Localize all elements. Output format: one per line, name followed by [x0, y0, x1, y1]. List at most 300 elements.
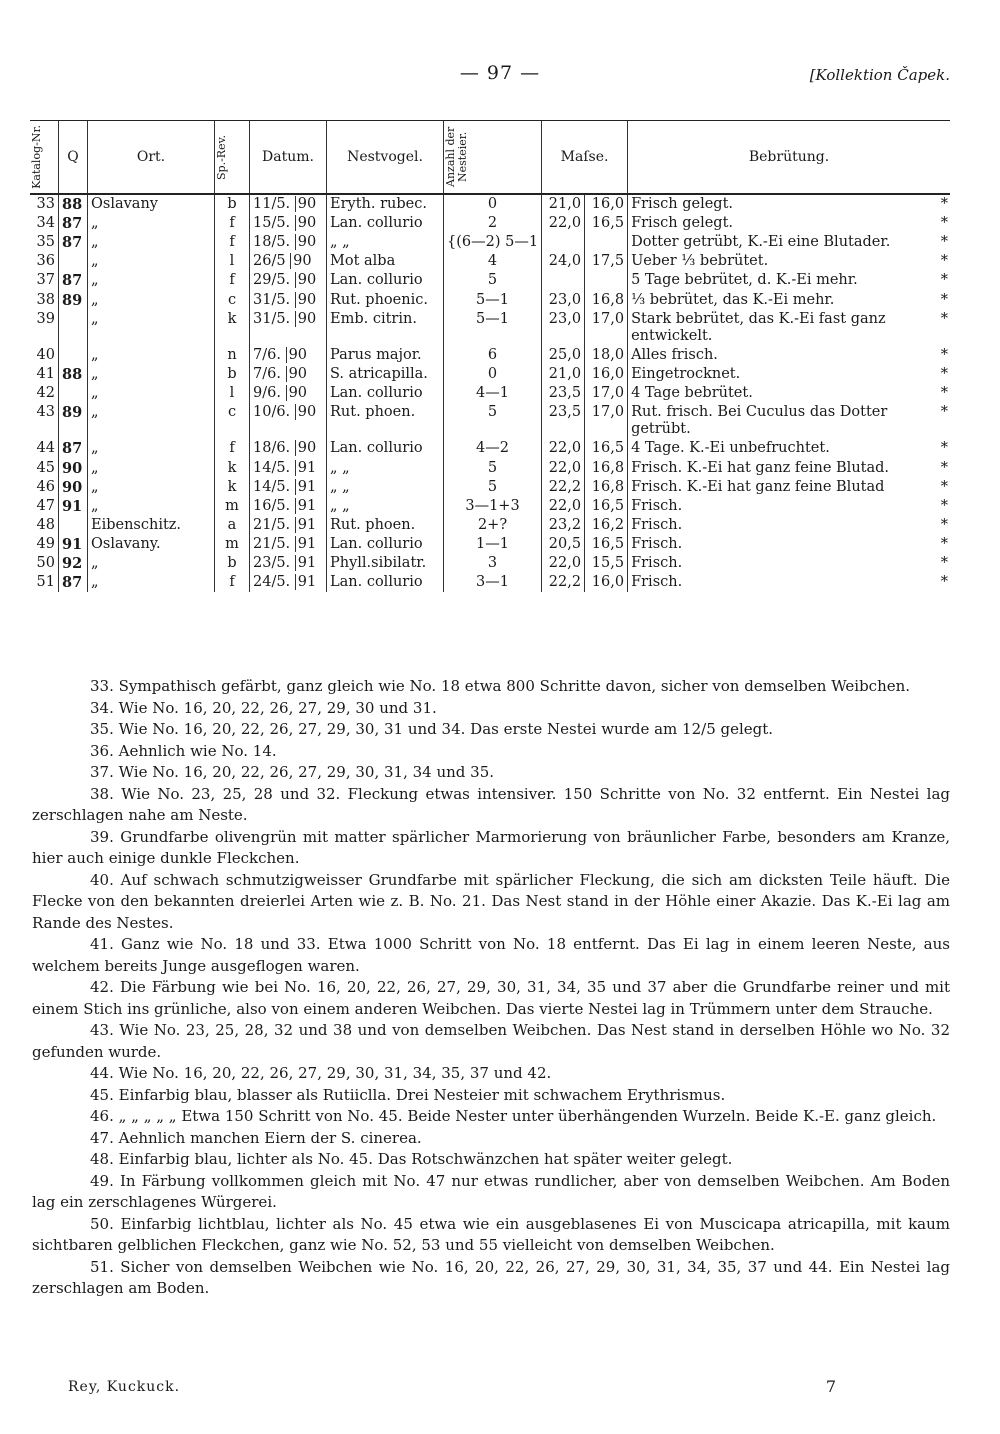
q-nr-text: 87 [62, 272, 83, 290]
katalog-nr-text: 46 [36, 478, 55, 495]
cell-ort [88, 516, 215, 535]
anzahl-text: 4—2 [476, 440, 509, 457]
table-row [30, 403, 950, 439]
cell-datum-jahr: 90 [295, 272, 316, 288]
cell-bebruetung [628, 516, 950, 535]
q-nr-text: 87 [62, 574, 83, 592]
q-nr-text: 90 [62, 478, 83, 496]
mass-laenge-text: 21,0 [548, 365, 582, 382]
nestvogel-text: „ „ [330, 497, 350, 514]
cell-sp-rev [215, 403, 250, 439]
q-nr-text: 88 [62, 365, 83, 383]
mass-breite-text: 16,0 [591, 365, 625, 382]
cell-anzahl [444, 403, 542, 439]
cell-ort [88, 554, 215, 573]
cell-katalog-nr [30, 252, 59, 271]
cell-sp-rev [215, 271, 250, 290]
col-sp-rev: Sp.-Rev. [215, 121, 250, 195]
mass-breite-text: 15,5 [591, 555, 625, 572]
sp-rev-text: k [227, 478, 237, 495]
cell-nestvogel [327, 478, 444, 497]
cell-katalog-nr [30, 194, 59, 214]
bebruetung-text: Frisch. [631, 555, 683, 572]
cell-datum-tag: 31/5. [253, 291, 291, 308]
cell-sp-rev [215, 233, 250, 252]
nestvogel-text: Lan. collurio [330, 385, 423, 402]
cell-katalog-nr [30, 346, 59, 365]
cell-mass-breite [585, 214, 628, 233]
cell-datum [250, 271, 327, 290]
cell-datum-jahr: 90 [295, 215, 316, 231]
running-title: [Kollektion Čapek. [809, 66, 950, 84]
cell-datum-tag: 7/6. [253, 346, 281, 363]
cell-ort [88, 365, 215, 384]
ort-text: „ [91, 404, 99, 421]
cell-datum [250, 233, 327, 252]
cell-q-nr [59, 291, 88, 310]
cell-bebruetung [628, 459, 950, 478]
sp-rev-text: l [229, 253, 235, 270]
nestvogel-text: „ „ [330, 459, 350, 476]
bebruetung-text: Dotter getrübt, K.-Ei eine Blutader. [631, 234, 891, 251]
cell-datum [250, 291, 327, 310]
katalog-nr-text: 37 [36, 272, 55, 289]
cell-q-nr [59, 573, 88, 592]
bebruetung-text: Rut. frisch. Bei Cuculus das Dotter getrübt. [631, 404, 888, 438]
cell-mass-laenge [542, 554, 585, 573]
cell-datum [250, 194, 327, 214]
note-paragraph: 46. „ „ „ „ „ Etwa 150 Schritt von No. 45. Beide Nester unter überhängenden Wurzeln. Beide K.-E. ganz gleich. [90, 1107, 937, 1125]
ort-text: „ [91, 459, 99, 476]
table-row [30, 271, 950, 290]
table-body [30, 194, 950, 592]
cell-mass-laenge [542, 439, 585, 458]
asterisk-mark: * [940, 253, 948, 270]
anzahl-text: 5 [487, 404, 498, 421]
katalog-nr-text: 44 [36, 440, 55, 457]
mass-laenge-text: 20,5 [548, 535, 582, 552]
anzahl-text: 3—1+3 [465, 497, 520, 514]
nestvogel-text: Rut. phoenic. [330, 291, 428, 308]
cell-katalog-nr [30, 291, 59, 310]
mass-laenge-text: 22,0 [548, 497, 582, 514]
cell-ort [88, 214, 215, 233]
table-row [30, 478, 950, 497]
sp-rev-text: k [227, 310, 237, 327]
cell-bebruetung [628, 310, 950, 346]
mass-breite-text: 16,8 [591, 291, 625, 308]
cell-anzahl [444, 194, 542, 214]
cell-nestvogel [327, 459, 444, 478]
ort-text: „ [91, 574, 99, 591]
anzahl-text: 0 [487, 365, 498, 382]
cell-bebruetung [628, 439, 950, 458]
sp-rev-text: c [227, 404, 237, 421]
asterisk-mark: * [940, 234, 948, 251]
cell-sp-rev [215, 439, 250, 458]
cell-ort [88, 439, 215, 458]
asterisk-mark: * [940, 440, 948, 457]
cell-mass-breite [585, 403, 628, 439]
cell-datum [250, 365, 327, 384]
table-row [30, 554, 950, 573]
cell-nestvogel [327, 271, 444, 290]
cell-q-nr [59, 194, 88, 214]
cell-nestvogel [327, 439, 444, 458]
bebruetung-text: Frisch. [631, 535, 683, 552]
nestvogel-text: Rut. phoen. [330, 404, 416, 421]
footer-author: Rey, Kuckuck. [68, 1379, 181, 1395]
mass-breite-text: 17,5 [591, 253, 625, 270]
cell-mass-breite [585, 573, 628, 592]
anzahl-text: 5—1 [476, 291, 509, 308]
ort-text: Eibenschitz. [91, 516, 182, 533]
cell-datum-jahr: 90 [290, 253, 311, 269]
cell-katalog-nr [30, 516, 59, 535]
cell-nestvogel [327, 535, 444, 554]
katalog-nr-text: 45 [36, 459, 55, 476]
cell-mass-breite [585, 291, 628, 310]
cell-mass-laenge [542, 403, 585, 439]
cell-sp-rev [215, 573, 250, 592]
mass-laenge-text: 22,0 [548, 459, 582, 476]
col-katalog: Katalog-Nr. [30, 121, 59, 195]
sp-rev-text: f [229, 215, 235, 232]
cell-katalog-nr [30, 214, 59, 233]
cell-mass-laenge [542, 516, 585, 535]
cell-mass-laenge [542, 346, 585, 365]
table-row [30, 459, 950, 478]
cell-sp-rev [215, 554, 250, 573]
note-paragraph: 47. Aehnlich manchen Eiern der S. cinerea. [90, 1128, 422, 1147]
nestvogel-text: S. atricapilla. [330, 365, 428, 382]
sp-rev-text: m [225, 497, 239, 514]
cell-katalog-nr [30, 403, 59, 439]
cell-nestvogel [327, 233, 444, 252]
q-nr-text: 87 [62, 234, 83, 252]
table-row [30, 365, 950, 384]
cell-anzahl [444, 233, 542, 252]
cell-datum-tag: 15/5. [253, 215, 291, 232]
cell-ort [88, 194, 215, 214]
cell-datum [250, 384, 327, 403]
mass-laenge-text: 22,0 [548, 555, 582, 572]
cell-nestvogel [327, 573, 444, 592]
cell-q-nr [59, 497, 88, 516]
cell-mass-breite [585, 535, 628, 554]
cell-nestvogel [327, 346, 444, 365]
cell-q-nr [59, 233, 88, 252]
table-row [30, 291, 950, 310]
cell-ort [88, 291, 215, 310]
asterisk-mark: * [940, 555, 948, 572]
cell-mass-laenge [542, 478, 585, 497]
cell-nestvogel [327, 194, 444, 214]
nestvogel-text: Eryth. rubec. [330, 196, 427, 212]
katalog-nr-text: 50 [36, 555, 55, 572]
cell-sp-rev [215, 478, 250, 497]
cell-anzahl [444, 271, 542, 290]
cell-datum-jahr: 90 [295, 404, 316, 420]
nestvogel-text: Rut. phoen. [330, 516, 416, 533]
cell-katalog-nr [30, 554, 59, 573]
table-row [30, 194, 950, 214]
cell-nestvogel [327, 365, 444, 384]
ort-text: „ [91, 440, 99, 457]
cell-datum-tag: 26/5 [253, 253, 286, 270]
cell-q-nr [59, 365, 88, 384]
mass-laenge-text: 23,0 [548, 310, 582, 327]
q-nr-text: 89 [62, 291, 83, 309]
bebruetung-text: Frisch. [631, 574, 683, 591]
table-row [30, 252, 950, 271]
cell-anzahl [444, 459, 542, 478]
cell-anzahl [444, 384, 542, 403]
mass-breite-text: 17,0 [591, 310, 625, 327]
cell-datum-tag: 18/6. [253, 440, 291, 457]
anzahl-text: 0 [487, 196, 498, 212]
cell-sp-rev [215, 497, 250, 516]
katalog-nr-text: 48 [36, 516, 55, 533]
table-row [30, 233, 950, 252]
mass-breite-text: 16,0 [591, 574, 625, 591]
cell-datum-tag: 29/5. [253, 272, 291, 289]
note-paragraph: 51. Sicher von demselben Weibchen wie No. 16, 20, 22, 26, 27, 29, 30, 31, 34, 35, 37 und 44. Ein Nestei lag zerschlagen am Boden. [32, 1257, 950, 1297]
cell-bebruetung [628, 384, 950, 403]
cell-mass-laenge [542, 252, 585, 271]
cell-bebruetung [628, 403, 950, 439]
nestvogel-text: „ „ [330, 478, 350, 495]
cell-datum-jahr: 90 [295, 440, 316, 456]
asterisk-mark: * [940, 535, 948, 552]
ort-text: „ [91, 497, 99, 514]
cell-datum-jahr: 90 [295, 234, 316, 250]
katalog-nr-text: 41 [36, 365, 55, 382]
table-row [30, 516, 950, 535]
ort-text: Oslavany [91, 196, 158, 212]
note-paragraph: 48. Einfarbig blau, lichter als No. 45. Das Rotschwänzchen hat später weiter gelegt. [90, 1150, 733, 1168]
cell-bebruetung [628, 233, 950, 252]
cell-datum-tag: 16/5. [253, 497, 291, 514]
cell-mass-laenge [542, 459, 585, 478]
cell-bebruetung [628, 365, 950, 384]
cell-mass-laenge [542, 310, 585, 346]
cell-sp-rev [215, 365, 250, 384]
cell-sp-rev [215, 516, 250, 535]
cell-katalog-nr [30, 271, 59, 290]
mass-laenge-text: 22,0 [548, 440, 582, 457]
sp-rev-text: m [225, 535, 239, 552]
anzahl-text: 1—1 [476, 535, 509, 552]
table-header-row [30, 121, 950, 195]
mass-breite-text: 16,5 [591, 497, 625, 514]
bebruetung-text: 4 Tage bebrütet. [631, 385, 753, 402]
cell-q-nr [59, 516, 88, 535]
cell-q-nr [59, 252, 88, 271]
bebruetung-text: Eingetrocknet. [631, 365, 741, 382]
cell-datum-jahr: 90 [286, 385, 307, 401]
mass-breite-text: 18,0 [591, 346, 625, 363]
bebruetung-text: ⅓ bebrütet, das K.-Ei mehr. [631, 291, 835, 308]
cell-ort [88, 310, 215, 346]
q-nr-text: 87 [62, 215, 83, 233]
q-nr-text: 91 [62, 535, 83, 553]
cell-datum [250, 516, 327, 535]
cell-datum-jahr: 90 [286, 366, 307, 382]
anzahl-text: 2+? [477, 516, 508, 533]
katalog-nr-text: 40 [36, 346, 55, 363]
asterisk-mark: * [940, 497, 948, 514]
nestvogel-text: „ „ [330, 234, 350, 251]
nestvogel-text: Parus major. [330, 346, 422, 363]
cell-mass-breite [585, 439, 628, 458]
asterisk-mark: * [940, 478, 948, 495]
bebruetung-text: Ueber ⅓ bebrütet. [631, 253, 769, 270]
mass-breite-text: 16,0 [591, 196, 625, 212]
cell-mass-laenge [542, 194, 585, 214]
cell-datum-jahr: 91 [295, 479, 316, 495]
cell-datum-tag: 9/6. [253, 385, 281, 402]
cell-bebruetung [628, 252, 950, 271]
anzahl-text: 3 [487, 555, 498, 572]
katalog-nr-text: 34 [36, 215, 55, 232]
cell-nestvogel [327, 252, 444, 271]
cell-datum-tag: 7/6. [253, 365, 281, 382]
mass-breite-text: 16,2 [591, 516, 625, 533]
cell-bebruetung [628, 535, 950, 554]
mass-breite-text: 16,5 [591, 535, 625, 552]
cell-datum-tag: 21/5. [253, 516, 291, 533]
sp-rev-text: c [227, 291, 237, 308]
note-paragraph: 36. Aehnlich wie No. 14. [90, 741, 277, 760]
cell-q-nr [59, 478, 88, 497]
cell-mass-breite [585, 346, 628, 365]
cell-mass-laenge [542, 384, 585, 403]
cell-nestvogel [327, 310, 444, 346]
anzahl-text: 4 [487, 253, 498, 270]
anzahl-text: 2 [487, 215, 498, 232]
cell-datum-tag: 14/5. [253, 459, 291, 476]
asterisk-mark: * [940, 516, 948, 533]
ort-text: Oslavany. [91, 535, 161, 552]
bebruetung-text: Frisch gelegt. [631, 215, 734, 232]
cell-nestvogel [327, 403, 444, 439]
sp-rev-text: l [229, 385, 235, 402]
ort-text: „ [91, 385, 99, 402]
mass-laenge-text: 22,2 [548, 478, 582, 495]
cell-mass-breite [585, 459, 628, 478]
cell-q-nr [59, 271, 88, 290]
cell-mass-breite [585, 365, 628, 384]
cell-datum [250, 214, 327, 233]
cell-q-nr [59, 403, 88, 439]
bebruetung-text: 4 Tage. K.-Ei unbefruchtet. [631, 440, 830, 457]
cell-mass-breite [585, 271, 628, 290]
sp-rev-text: f [229, 574, 235, 591]
ort-text: „ [91, 346, 99, 363]
cell-sp-rev [215, 535, 250, 554]
cell-katalog-nr [30, 573, 59, 592]
cell-ort [88, 478, 215, 497]
cell-nestvogel [327, 214, 444, 233]
cell-mass-breite [585, 384, 628, 403]
cell-sp-rev [215, 291, 250, 310]
q-nr-text: 87 [62, 440, 83, 458]
table-row [30, 497, 950, 516]
cell-datum [250, 478, 327, 497]
table-row [30, 384, 950, 403]
cell-datum [250, 459, 327, 478]
cell-mass-laenge [542, 365, 585, 384]
cell-datum-tag: 23/5. [253, 555, 291, 572]
cell-mass-breite [585, 497, 628, 516]
bebruetung-text: Frisch. K.-Ei hat ganz feine Blutad [631, 478, 885, 495]
cell-ort [88, 459, 215, 478]
sp-rev-text: n [227, 346, 237, 363]
cell-anzahl [444, 365, 542, 384]
cell-datum-jahr: 90 [295, 196, 316, 212]
cell-anzahl [444, 346, 542, 365]
q-nr-text: 90 [62, 459, 83, 477]
cell-katalog-nr [30, 459, 59, 478]
col-bebruetung: Bebrütung. [628, 121, 950, 195]
katalog-nr-text: 33 [36, 196, 55, 212]
asterisk-mark: * [940, 310, 948, 327]
cell-q-nr [59, 459, 88, 478]
cell-mass-laenge [542, 214, 585, 233]
cell-anzahl [444, 516, 542, 535]
asterisk-mark: * [940, 196, 948, 212]
cell-datum-jahr: 91 [295, 536, 316, 552]
asterisk-mark: * [940, 291, 948, 308]
cell-nestvogel [327, 291, 444, 310]
katalog-nr-text: 39 [36, 310, 55, 327]
cell-ort [88, 346, 215, 365]
table-row [30, 346, 950, 365]
q-nr-text: 89 [62, 404, 83, 422]
asterisk-mark: * [940, 272, 948, 289]
cell-datum [250, 497, 327, 516]
cell-datum-jahr: 91 [295, 517, 316, 533]
mass-laenge-text: 23,0 [548, 291, 582, 308]
nestvogel-text: Lan. collurio [330, 535, 423, 552]
cell-bebruetung [628, 194, 950, 214]
mass-breite-text: 16,8 [591, 478, 625, 495]
cell-katalog-nr [30, 365, 59, 384]
sp-rev-text: f [229, 440, 235, 457]
katalog-nr-text: 42 [36, 385, 55, 402]
anzahl-text: 6 [487, 346, 498, 363]
note-paragraph: 40. Auf schwach schmutzigweisser Grundfarbe mit spärlicher Fleckung, die sich am dicksten Teile häuft. Die Flecke von den bekannten dreierlei Arten wie z. B. No. 21. Das Nest stand in der Höhle einer Akazie. Das K.-Ei lag am Rande des Nestes. [32, 870, 950, 932]
ort-text: „ [91, 253, 99, 270]
note-paragraph: 33. Sympathisch gefärbt, ganz gleich wie No. 18 etwa 800 Schritte davon, sicher von demselben Weibchen. [90, 677, 911, 695]
mass-laenge-text: 21,0 [548, 196, 582, 212]
sp-rev-text: f [229, 272, 235, 289]
cell-datum [250, 554, 327, 573]
q-nr-text: 88 [62, 196, 83, 213]
note-paragraph: 38. Wie No. 23, 25, 28 und 32. Fleckung etwas intensiver. 150 Schritte von No. 32 entfernt. Ein Nestei lag zerschlagen nahe am Neste. [32, 784, 950, 824]
cell-mass-laenge [542, 573, 585, 592]
cell-ort [88, 233, 215, 252]
cell-anzahl [444, 214, 542, 233]
note-paragraph: 35. Wie No. 16, 20, 22, 26, 27, 29, 30, 31 und 34. Das erste Nestei wurde am 12/5 gelegt. [90, 720, 774, 738]
cell-datum-tag: 14/5. [253, 478, 291, 495]
col-q: Q [59, 121, 88, 195]
cell-ort [88, 573, 215, 592]
anzahl-text: 5 [487, 459, 498, 476]
cell-datum-tag: 18/5. [253, 234, 291, 251]
cell-bebruetung [628, 291, 950, 310]
